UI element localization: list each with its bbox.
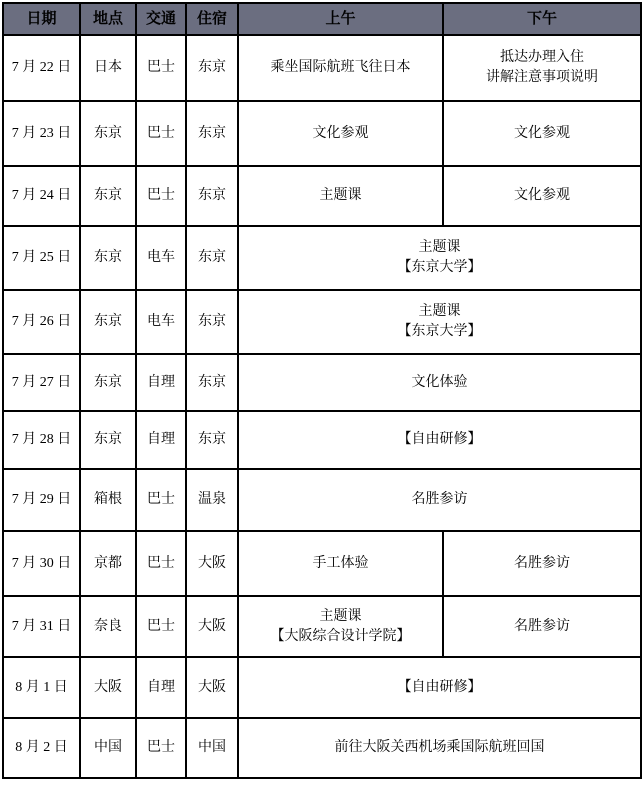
cell-place: 中国	[80, 718, 136, 778]
cell-line: 【东京大学】	[397, 260, 482, 275]
header-cell-afternoon: 下午	[443, 3, 641, 35]
cell-place: 东京	[80, 290, 136, 354]
cell-place: 东京	[80, 101, 136, 166]
cell-morning	[238, 596, 443, 657]
cell-line: 抵达办理入住	[500, 50, 584, 65]
cell-morning: 手工体验	[238, 531, 443, 596]
cell-place: 东京	[80, 166, 136, 226]
cell-transport: 巴士	[136, 101, 186, 166]
cell-transport: 巴士	[136, 469, 186, 531]
table-row	[3, 35, 641, 101]
cell-place: 东京	[80, 354, 136, 411]
cell-morning: 主题课	[238, 166, 443, 226]
cell-afternoon: 名胜参访	[443, 531, 641, 596]
header-row	[3, 3, 641, 35]
table-row	[3, 596, 641, 657]
cell-date: 7 月 26 日	[3, 290, 80, 354]
cell-date: 8 月 1 日	[3, 657, 80, 718]
cell-afternoon: 文化参观	[443, 166, 641, 226]
cell-date: 7 月 27 日	[3, 354, 80, 411]
cell-transport: 巴士	[136, 718, 186, 778]
itinerary-table	[2, 2, 642, 779]
table-row	[3, 290, 641, 354]
cell-morning: 乘坐国际航班飞往日本	[238, 35, 443, 101]
cell-place: 东京	[80, 411, 136, 469]
cell-afternoon	[443, 35, 641, 101]
cell-transport: 电车	[136, 290, 186, 354]
cell-afternoon: 文化参观	[443, 101, 641, 166]
cell-morning: 文化参观	[238, 101, 443, 166]
table-row	[3, 411, 641, 469]
cell-afternoon: 名胜参访	[443, 596, 641, 657]
cell-transport: 自理	[136, 411, 186, 469]
header-cell-morning: 上午	[238, 3, 443, 35]
cell-stay: 东京	[186, 166, 238, 226]
cell-date: 7 月 24 日	[3, 166, 80, 226]
cell-line: 【大阪综合设计学院】	[270, 628, 411, 644]
cell-date: 7 月 22 日	[3, 35, 80, 101]
cell-stay: 东京	[186, 226, 238, 290]
cell-stay: 大阪	[186, 596, 238, 657]
cell-place: 京都	[80, 531, 136, 596]
table-row	[3, 166, 641, 226]
cell-date: 8 月 2 日	[3, 718, 80, 778]
cell-line: 主题课	[418, 240, 461, 255]
header-cell-place: 地点	[80, 3, 136, 35]
cell-date: 7 月 25 日	[3, 226, 80, 290]
cell-transport: 自理	[136, 657, 186, 718]
cell-place: 日本	[80, 35, 136, 101]
cell-place: 奈良	[80, 596, 136, 657]
cell-transport: 电车	[136, 226, 186, 290]
cell-date: 7 月 31 日	[3, 596, 80, 657]
cell-stay: 大阪	[186, 657, 238, 718]
table-row	[3, 469, 641, 531]
cell-transport: 巴士	[136, 531, 186, 596]
cell-fullday	[238, 290, 641, 354]
cell-date: 7 月 23 日	[3, 101, 80, 166]
cell-line: 【东京大学】	[397, 324, 482, 339]
table-row	[3, 354, 641, 411]
header-cell-transport: 交通	[136, 3, 186, 35]
header-cell-stay: 住宿	[186, 3, 238, 35]
cell-stay: 东京	[186, 354, 238, 411]
cell-stay: 东京	[186, 35, 238, 101]
cell-line: 讲解注意事项说明	[486, 70, 598, 85]
table-row	[3, 531, 641, 596]
cell-date: 7 月 30 日	[3, 531, 80, 596]
cell-fullday: 前往大阪关西机场乘国际航班回国	[238, 718, 641, 778]
header-cell-date: 日期	[3, 3, 80, 35]
cell-stay: 东京	[186, 101, 238, 166]
cell-place: 箱根	[80, 469, 136, 531]
cell-stay: 东京	[186, 411, 238, 469]
cell-fullday: 【自由研修】	[238, 411, 641, 469]
cell-line: 主题课	[319, 608, 362, 624]
cell-stay: 东京	[186, 290, 238, 354]
cell-place: 东京	[80, 226, 136, 290]
cell-place: 大阪	[80, 657, 136, 718]
table-row	[3, 101, 641, 166]
cell-stay: 温泉	[186, 469, 238, 531]
cell-transport: 巴士	[136, 35, 186, 101]
cell-fullday	[238, 226, 641, 290]
table-row	[3, 657, 641, 718]
cell-transport: 巴士	[136, 166, 186, 226]
table-row	[3, 718, 641, 778]
cell-line: 主题课	[418, 304, 461, 319]
cell-date: 7 月 29 日	[3, 469, 80, 531]
cell-fullday: 名胜参访	[238, 469, 641, 531]
cell-stay: 大阪	[186, 531, 238, 596]
cell-fullday: 文化体验	[238, 354, 641, 411]
cell-stay: 中国	[186, 718, 238, 778]
cell-transport: 自理	[136, 354, 186, 411]
cell-fullday: 【自由研修】	[238, 657, 641, 718]
cell-date: 7 月 28 日	[3, 411, 80, 469]
cell-transport: 巴士	[136, 596, 186, 657]
table-row	[3, 226, 641, 290]
